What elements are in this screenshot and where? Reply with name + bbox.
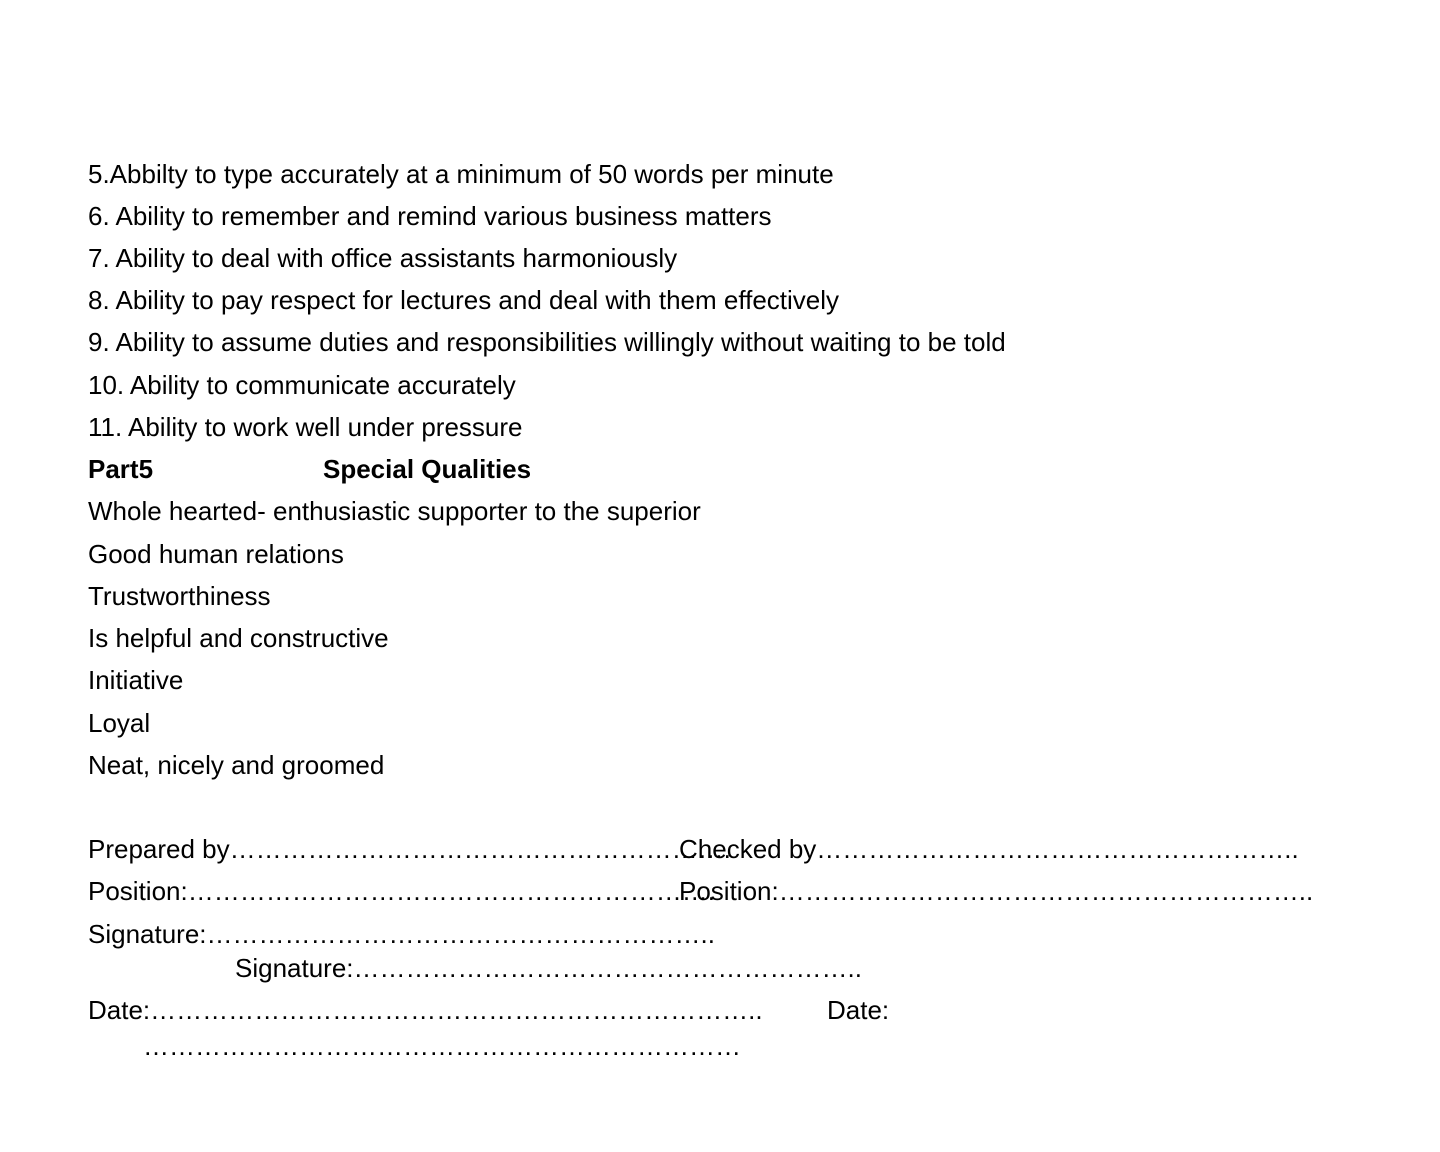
ability-item-9: 9. Ability to assume duties and responsibilities willingly without waiting to be told (88, 327, 1006, 357)
ability-item-5: 5.Abbilty to type accurately at a minimum of 50 words per minute (88, 159, 834, 189)
part-number: Part5 (88, 454, 154, 484)
ability-item-8: 8. Ability to pay respect for lectures and deal with them effectively (88, 285, 840, 315)
prepared-by-field: Prepared by…………………………………………………. (88, 834, 731, 864)
quality-item: Initiative (88, 665, 184, 695)
date-field-left: Date:…………………………………………………………….. (88, 995, 763, 1025)
ability-item-11: 11. Ability to work well under pressure (88, 412, 523, 442)
ability-item-10: 10. Ability to communicate accurately (88, 370, 516, 400)
ability-item-6: 6. Ability to remember and remind various business matters (88, 201, 772, 231)
date-field-right-label: Date: (827, 995, 890, 1025)
quality-item: Good human relations (88, 539, 344, 569)
ability-item-7: 7. Ability to deal with office assistants harmoniously (88, 243, 678, 273)
quality-item: Trustworthiness (88, 581, 271, 611)
quality-item: Whole hearted- enthusiastic supporter to the superior (88, 496, 701, 526)
position-field-left: Position:……………………………………………………. (88, 876, 715, 906)
quality-item: Is helpful and constructive (88, 623, 389, 653)
checked-by-field: Checked by……………………………………………….. (679, 834, 1299, 864)
quality-item: Loyal (88, 708, 151, 738)
signature-field-right: Signature:………………………………………………….. (235, 953, 862, 983)
part-title: Special Qualities (323, 454, 532, 484)
signature-field-left: Signature:………………………………………………….. (88, 919, 715, 949)
quality-item: Neat, nicely and groomed (88, 750, 385, 780)
position-field-right: Position:…………………………………………………….. (679, 876, 1314, 906)
part-heading (88, 453, 532, 485)
date-field-right-line: …………………………………………………………… (143, 1031, 741, 1061)
